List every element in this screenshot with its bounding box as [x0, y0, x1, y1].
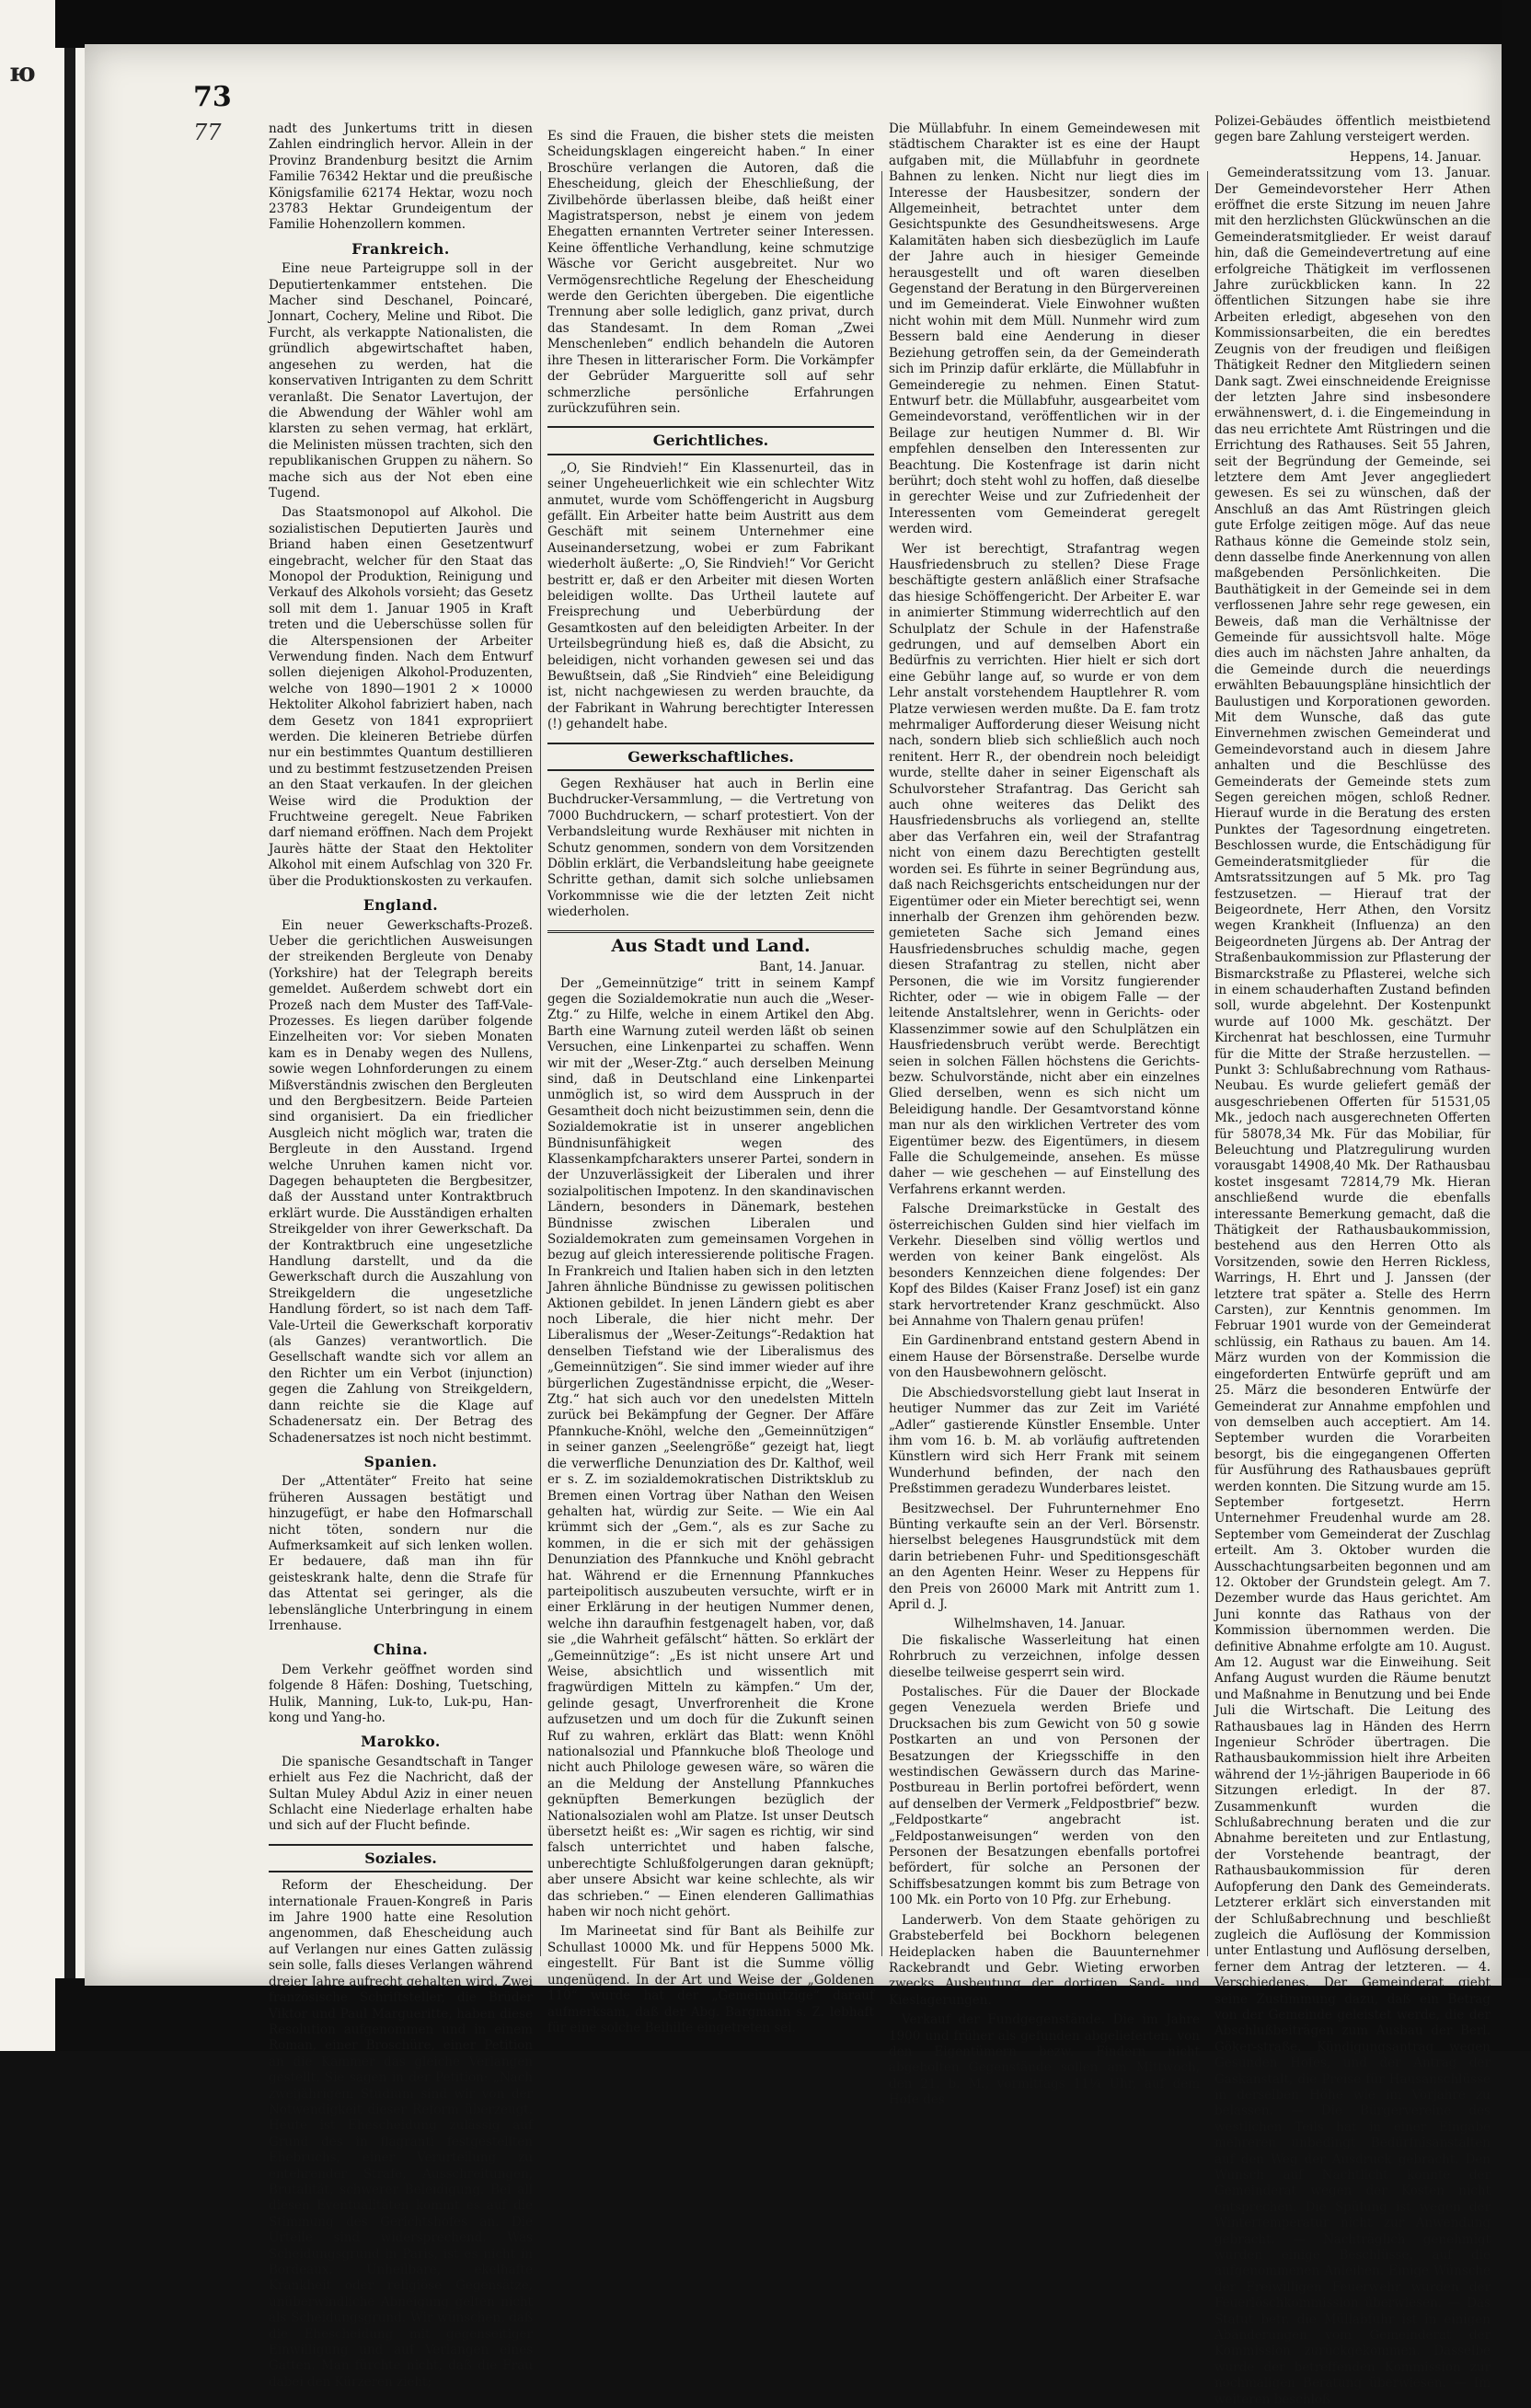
- scan-border-right: [1502, 0, 1531, 2051]
- page-number: 73: [193, 81, 232, 113]
- article-text: Der „Attentäter“ Freito hat seine früheren Aussagen bestätigt und hinzugefügt, er habe den Hofmarschall nicht töten, sondern nur die Aufmerksamkeit auf sich lenken wollen. Er bedauere, daß man ihn für geisteskrank halte, denn die Strafe für das Attentat sei geringer, als die lebenslängliche Unterbringung in einem Irrenhause.: [269, 1474, 533, 1633]
- section-heading-morocco: Marokko.: [361, 1733, 441, 1751]
- article-text: Gemeinderatssitzung vom 13. Januar. Der Gemeindevorsteher Herr Athen eröffnet die erste Sitzung im neuen Jahre mit den herzlichsten Glückwünschen an die Gemeinderatsmitglieder. Er weist darauf hin, daß die Gemeindevertretung auf eine erfolgreiche Thätigkeit im verflossenen Jahre zurückblicken kann. In 22 öffentlichen Sitzungen habe sie ihre Arbeiten erledigt, abgesehen von den Kommissionsarbeiten, die ein beredtes Zeugnis von der freudigen und fleißigen Thätigkeit Redner den Mitgliedern seinen Dank sagt. Zwei einschneidende Ereignisse der letzten Jahre sind insbesondere erwähnenswert, d. i. die Eingemeindung in das neu errichtete Amt Rüstringen und die Errichtung des Rathauses. Seit 55 Jahren, seit der Begründung der Gemeinde, sei letztere dem Amt Jever angegliedert gewesen. Es sei zu wünschen, daß der Anschluß an das Amt Rüstringen gleich gute Erfolge zeitigen möge. Auf das neue Rathaus könne die Gemeinde stolz sein, denn dasselbe finde Anerkennung von allen maßgebenden Persönlichkeiten. Die Bauthätigkeit in der Gemeinde sei in dem verflossenen Jahre sehr rege gewesen, ein Beweis, daß man die Verhältnisse der Gemeinde für aussichtsvoll halte. Möge dies auch im nächsten Jahre anhalten, da die Gemeinde durch die neuerdings erwählten Bebauungspläne hinsichtlich der Baulustigen und Korporationen geworden. Mit dem Wunsche, daß das gute Einvernehmen zwischen Gemeinderat und Gemeindevorstand auch in diesem Jahre anhalten und die Beschlüsse des Gemeinderats der Gemeinde stets zum Segen gereichen mögen, schloß Redner. Hierauf wurde in die Beratung des ersten Punktes der Tagesordnung eingetreten. Beschlossen wurde, die Entschädigung für Gemeinderatsmitglieder für die Amtsratssitzungen auf 5 Mk. pro Tag festzusetzen. — Hierauf trat der Beigeordnete, Herr Athen, den Vorsitz wegen Krankheit (Influenza) an den Beigeordneten Jürgens ab. Der Antrag der Straßenbaukommission zur Pflasterung der Bismarckstraße zu Pflasterei, welche sich in einem schauderhaften Zustand befinden soll, wurde abgelehnt. Der Kostenpunkt wurde auf 1000 Mk. geschätzt. Der Kirchenrat hat beschlossen, eine Turmuhr für die Mitte der Straße herzustellen. — Punkt 3: Schlußabrechnung vom Rathaus-Neubau. Es wurde geliefert gemäß der ausgeschriebenen Offerten für 51531,05 Mk., jedoch nach ausgerechneten Offerten für 58078,34 Mk. Für das Mobiliar, für Beleuchtung und Platzregulirung wurden vorausgabt 14908,40 Mk. Der Rathausbau kostet insgesamt 72814,79 Mk. Hieran anschließend wurde die ebenfalls interessante Bemerkung gemacht, daß die Thätigkeit der Rathausbaukommission, bestehend aus den Herren Otto als Vorsitzenden, sowie den Herren Rickless, Warrings, H. Ehrt und J. Janssen (der letztere trat später a. Stelle des Herrn Carsten), zur Kenntnis genommen. Im Februar 1901 wurde von der Gemeinderat schlüssig, ein Rathaus zu bauen. Am 14. März wurden von der Kommission die eingeforderten Entwürfe geprüft und am 25. März die besonderen Entwürfe der Gemeinderat zur Annahme empfohlen und von demselben auch acceptiert. Am 14. September wurden die Vorarbeiten besorgt, bis die eingegangenen Offerten für Ausführung des Rathausbaues geprüft werden konnten. Die Sitzung wurde am 15. September fortgesetzt. Herrn Unternehmer Freudenhal wurde am 28. September vom Gemeinderat der Zuschlag erteilt. Am 3. Oktober wurden die Ausschachtungsarbeiten begonnen und am 12. Oktober der Grundstein gelegt. Am 7. Dezember wurde das Haus gerichtet. Am Juni konnte das Rathaus von der Kommission übernommen werden. Die definitive Abnahme erfolgte am 10. August. Am 12. August war die Einweihung. Seit Anfang August wurden die Räume benutzt und Maßnahme in Benutzung und bei Ende Juli die Wirtschaft. Die Leitung des Rathausbaues lag in Händen des Herrn Ingenieur Schröder übertragen. Die Rathausbaukommission hielt ihre Arbeiten während der 1½-jährigen Bauperiode in 66 Sitzungen erledigt. In der 87. Zusammenkunft wurden die Schlußabrechnung beraten und die zur Abnahme bereiteten und zur Entlastung, der Vorstehende beantragt, der Rathausbaukommission für deren Aufopferung den Dank des Gemeinderats. Letzterer erklärt sich einverstanden mit der Schlußabrechnung und beschließt zugleich die Auflösung der Kommission unter Entlastung und Auflösung derselben, ferner dem Antrag der letzteren. — 4. Verschiedenes. Der Gemeinderat giebt seine Zustimmung dazu, daß ein Betrag von der Gemeinde geleistet werde, die der Abschlußbeiträgen zum Ausbau der Berl. Göker-straße. Kündigungsantrag wegen Gesunden Hofes, und der Antrag der Gaskanstalt, die Preise für Hausanschlüsse in derselben Höhe wie im Vorjahre zu belassen. — Die Bürgervereine des westlichen Teils hat in einer Eingabe mehreren unbedingt Bedürfnisanstalten auf den Weg der Ausdruck gebracht. Den Wunsch auf Nachtlicht konnte der Gemeinderat wegen der Kosten nicht entsprechen. Die Spülung ist wegen der Wintertemperatur nicht zur Anwendung gebracht. — Nachträglich genehmigt wurden einige Beschlüsse, auf die aufgenommenen Anleihen. Einige Wünsche der Freiwilligen Feuerwehr wurden der Feuerlöschkommission überwiesen. — Das Statut betr. die Müllabfuhr ist in einigen Abänderungen vom Gemeinderat der Kommission zurückgekommen. Dasselbe wurde der betreffenden Kommission zur nochmaligen Beratung überwiesen. — Im weiteren beschloß: [1214, 166, 1491, 2407]
- article-text: Die fiskalische Wasserleitung hat einen Rohrbruch zu verzeichnen, infolge dessen dieselbe teilweise gesperrt sein wird.: [889, 1632, 1200, 1680]
- article-text: nadt des Junkertums tritt in diesen Zahlen eindringlich hervor. Allein in der Provinz Brandenburg besitzt die Arnim Familie 76342 Hektar und die preußische Königsfamilie 62174 Hektar, wozu noch 23783 Hektar Grundeigentum der Familie Hohenzollern kommen.: [269, 121, 533, 233]
- book-binding-edge: [64, 37, 75, 2051]
- article-text: Falsche Dreimarkstücke in Gestalt des österreichischen Gulden sind hier vielfach im Verkehr. Dieselben sind völlig wertlos und werden von keiner Bank eingelöst. Als besonders Kennzeichen diene folgendes: Der Kopf des Bildes (Kaiser Franz Josef) ist ein ganz stark hervortretender Kranz geschmückt. Also bei Annahme von Thalern genau prüfen!: [889, 1202, 1200, 1330]
- dateline: Wilhelmshaven, 14. Januar.: [953, 1617, 1126, 1632]
- section-heading-social: Soziales.: [269, 1844, 533, 1872]
- article-text: Ein Gardinenbrand entstand gestern Abend in einem Hause der Börsenstraße. Derselbe wurde von den Hausbewohnern gelöscht.: [889, 1333, 1200, 1381]
- dateline: Heppens, 14. Januar.: [1349, 149, 1481, 165]
- handwritten-number: 77: [193, 120, 222, 145]
- article-text: Polizei-Gebäudes öffentlich meistbietend gegen bare Zahlung versteigert werden.: [1214, 114, 1491, 145]
- article-text: Der „Gemeinnützige“ tritt in seinem Kampf gegen die Sozialdemokratie nun auch die „Weser-Ztg.“ zu Hilfe, welche in einem Artikel den Abg. Barth eine Warnung zuteil werden läßt ob seinen Versuchen, eine Linkenpartei zu schaffen. Wenn wir mit der „Weser-Ztg.“ auch derselben Meinung sind, daß in Deutschland eine Linkenpartei unmöglich ist, so wird dem Ausspruch in der Gesamtheit doch nicht beizustimmen sein, denn die Sozialdemokratie ist in unserer angeblichen Bündnisunfähigkeit wegen des Klassenkampfcharakters unserer Partei, sondern in der Unzuverlässigkeit der Liberalen und ihrer sozialpolitischen Impotenz. In den skandinavischen Ländern, besonders in Dänemark, bestehen Bündnisse zwischen Liberalen und Sozialdemokraten zum gemeinsamen Vorgehen in bezug auf gleich interessierende politische Fragen. In Frankreich und Italien haben sich in den letzten Jahren ähnliche Bündnisse zu gewissen politischen Aktionen gebildet. In jenen Ländern giebt es aber noch Liberale, die hier nicht mehr. Der Liberalismus der „Weser-Zeitungs“-Redaktion hat denselben Tiefstand wie der Liberalismus des „Gemeinnützigen“. Sie sind immer wieder auf ihre bürgerlichen Zugeständnisse erpicht, die „Weser-Ztg.“ hat sich auch vor den unedelsten Mitteln zurück bei Bekämpfung der Gegner. Der Affäre Pfannkuche-Knöhl, welche den „Gemeinnützigen“ in seiner ganzen „Seelengröße“ gezeigt hat, liegt die verwerfliche Denunziation des Dr. Kalthof, weil er s. Z. im sozialdemokratischen Distriktsklub zu Bremen einen Vortrag über Nathan den Weisen gehalten hat, würdig zur Seite. — Wie ein Aal krümmt sich der „Gem.“, als es zur Sache zu kommen, in die er sich mit der gehässigen Denunziation des Pfannkuche und Knöhl gebracht hat. Während er die Ernennung Pfannkuches parteipolitisch auszubeuten versuchte, wirft er in einer Erklärung in der heutigen Nummer denen, welche ihn daraufhin festgenagelt haben, vor, daß sie „die Wahrheit gefälscht“ hätten. So erklärt der „Gemeinnützige“: „Es ist nicht unsere Art und Weise, absichtlich und wissentlich mit fragwürdigen Mitteln zu kämpfen.“ Um der, gelinde gesagt, Unverfrorenheit die Krone aufzusetzen und um doch für die Zukunft seinen Ruf zu wahren, erklärt das Blatt: wenn Knöhl nationalsozial und Pfannkuche bloß Theologe und nicht auch Philologe gewesen wäre, so wären die an die Meldung der Anstellung Pfannkuches geknüpften Bemerkungen bezüglich der Nationalsozialen wohl am Platze. Ist unser Deutsch übersetzt heißt es: „Wir sagen es richtig, wir sind falsch unterrichtet und haben falsche, unberechtigte Schlußfolgerungen daran geknüpft; aber unsere Absicht war keine schlechte, als wir das schrieben.“ — Einen elenderen Gallimathias haben wir noch nicht gehört.: [547, 975, 874, 1920]
- column-divider: [540, 171, 541, 1956]
- column-2: [547, 129, 874, 2035]
- article-text: Ein neuer Gewerkschafts-Prozeß. Ueber die gerichtlichen Ausweisungen der streikenden Bergleute von Denaby (Yorkshire) hat der Telegraph bereits gemeldet. Außerdem schwebt dort ein Prozeß nach dem Muster des Taff-Vale-Prozesses. Es liegen darüber folgende Einzelheiten vor: Vor sieben Monaten kam es in Denaby wegen des Nullens, sowie wegen Lohnforderungen zu einem Mißverständnis zwischen den Bergleuten und den Bergbesitzern. Beide Parteien sind organisiert. Da ein friedlicher Ausgleich nicht möglich war, traten die Bergleute in den Ausstand. Irgend welche Unruhen kamen nicht vor. Dagegen behaupteten die Bergbesitzer, daß der Ausstand unter Kontraktbruch erklärt wurde. Die Ausständigen erhalten Streikgelder von ihrer Gewerkschaft. Da der Kontraktbruch eine ungesetzliche Handlung darstellt, und da die Gewerkschaft durch die Auszahlung von Streikgeldern die ungesetzliche Handlung fördert, so ist nach dem Taff-Vale-Urteil die Gewerkschaft korporativ (als Ganzes) verantwortlich. Die Gesellschaft wandte sich vor allem an den Richter um ein Verbot (injunction) gegen die Zahlung von Streikgeldern, dann reichte sie die Klage auf Schadenersatz ein. Der Betrag des Schadenersatzes ist noch nicht bestimmt.: [269, 917, 533, 1446]
- article-text: Wer ist berechtigt, Strafantrag wegen Hausfriedensbruch zu stellen? Diese Frage beschäftigte gestern anläßlich einer Strafsache das hiesige Schöffengericht. Der Arbeiter E. war in animierter Stimmung widerrechtlich auf den Schulplatz der Schule in der Hafenstraße gedrungen, und auf demselben Abort ein Bedürfnis zu verrichten. Hier hielt er sich dort eine Gebühr lange auf, so wurde er von dem Lehr anstalt vorstehendem Hauptlehrer R. vom Platze verwiesen werden mußte. Da E. fam trotz mehrmaliger Aufforderung dieser Weisung nicht nach, sondern blieb sich schließlich auch noch renitent. Herr R., der obendrein noch beleidigt wurde, stellte daher in seiner Eigenschaft als Schulvorsteher Strafantrag. Das Gericht sah auch ohne weiteres das Delikt des Hausfriedensbruchs als vorliegend an, stellte aber das Verfahren ein, weil der Strafantrag nicht von einem dazu Berechtigten gestellt worden sei. Es führte in seiner Begründung aus, daß nach Reichsgerichts entscheidungen nur der Eigentümer oder ein Mieter berechtigt sei, wenn innerhalb der Grenzen ihm gehörenden bezw. gemieteten Sache sich Jemand eines Hausfriedensbruches schuldig mache, gegen diesen Strafantrag zu stellen, nicht aber Personen, die wie im Vorsitz fungierender Richter, oder — wie in obigem Falle — der leitende Anstaltslehrer, wenn in Gerichts- oder Klassenzimmer sowie auf den Schulplätzen ein Hausfriedensbruch verübt werde. Berechtigt seien in solchen Fällen höchstens die Gerichts- bezw. Schulvorstände, nicht aber ein einzelnes Glied derselben, wenn es sich nicht um Beleidigung handle. Der Gesamtvorstand könne man nur als den wirklichen Vertreter des vom Eigentümer bezw. des Eigentümers, in diesem Falle die Schulgemeinde, ansehen. Es müsse daher — wie geschehen — auf Einstellung des Verfahrens erkannt werden.: [889, 541, 1200, 1197]
- article-text: Die Müllabfuhr. In einem Gemeindewesen mit städtischem Charakter ist es eine der Haupt aufgaben mit, die Müllabfuhr in geordnete Bahnen zu lenken. Nicht nur liegt dies im Interesse der Hausbesitzer, sondern der Allgemeinheit, betrachtet unter dem Gesichtspunkte des Gesundheitswesens. Arge Kalamitäten haben sich diesbezüglich im Laufe der Jahre auch in hiesiger Gemeinde herausgestellt und oft waren dieselben Gegenstand der Beratung in den Bürgervereinen und im Gemeinderat. Viele Einwohner wußten nicht wohin mit dem Müll. Nunmehr wird zum Bessern bald eine Aenderung in dieser Beziehung getroffen sein, da der Gemeinderath sich im Prinzip dafür erklärte, die Müllabfuhr in Gemeinderegie zu nehmen. Einen Statut-Entwurf betr. die Müllabfuhr, ausgearbeitet vom Gemeindevorstand, veröffentlichen wir in der Beilage zur heutigen Nummer d. Bl. Wir empfehlen denselben den Interessenten zur Beachtung. Die Kostenfrage ist darin nicht berührt; doch steht wohl zu hoffen, daß dieselbe in gerechter Weise und zur Zufriedenheit der Interessenten vom Gemeinderat geregelt werden wird.: [889, 121, 1200, 537]
- article-text: „O, Sie Rindvieh!“ Ein Klassenurteil, das in seiner Ungeheuerlichkeit wie ein schlechter Witz anmutet, wurde vom Schöffengericht in Augsburg gefällt. Ein Arbeiter hatte beim Austritt aus dem Geschäft mit seinem Unternehmer eine Auseinandersetzung, wobei er zum Fabrikant wiederholt äußerte: „O, Sie Rindvieh!“ Vor Gericht bestritt er, daß er den Arbeiter mit diesen Worten beleidigen wollte. Das Urtheil lautete auf Freisprechung und Ueberbürdung der Gesamtkosten auf den beleidigten Arbeiter. In der Urteilsbegründung hieß es, daß die Absicht, zu beleidigen, nicht vorhanden gewesen sei und das Bewußtsein, daß „Sie Rindvieh“ eine Beleidigung ist, nicht nachgewiesen zu werden brauchte, da der Fabrikant in Wahrung berechtigter Interessen (!) gehandelt habe.: [547, 460, 874, 732]
- scan-border-top: [55, 0, 1531, 48]
- article-text: Landerwerb. Von dem Staate gehörigen zu Grabsteberfeld bei Bockhorn belegenen Heideplacken haben die Bauunternehmer Rackebrandt und Gebr. Wieting erworben zwecks Ausbeutung der dortigen Sand- und Kieslagerungen.: [889, 1912, 1200, 2008]
- column-1: [269, 121, 533, 2390]
- section-heading-england: England.: [363, 896, 439, 915]
- article-text: Postalisches. Für die Dauer der Blockade gegen Venezuela werden Briefe und Drucksachen bis zum Gewicht von 50 g sowie Postkarten an und von Personen der Besatzungen der Kriegsschiffe in den westindischen Gewässern durch das Marine-Postbureau in Berlin portofrei befördert, wenn auf denselben der Vermerk „Feldpostbrief“ bezw. „Feldpostkarte“ angebracht ist. „Feldpostanweisungen“ werden von den Personen der Besatzungen ebenfalls portofrei befördert, für solche an Personen der Schiffsbesatzungen kommt bis zum Betrage von 100 Mk. ein Porto von 10 Pfg. zur Erhebung.: [889, 1685, 1200, 1908]
- article-text: Verkauf der Fundgegenstände. Die im Jahre 1900 und früher als gefunden abgelieferten, von den Eigentümern bezw. Findern nicht abgeholten Gegenstände sollen am Mittwoch, den 21. b. M., vormittags 11¼ Uhr, auf dem Hofe des: [889, 2012, 1200, 2108]
- article-text: Im Marineetat sind für Bant als Beihilfe zur Schullast 10000 Mk. und für Heppens 5000 Mk. eingestellt. Für Bant ist die Summe völlig ungenügend. In der Art und Weise der „Goldenen 110“ wurde hat der „Gemeinnützige“ darauf aufmerksam, daß der Abg. Bargmann s. Z. lebhaft für eine solche Beihilfe eingetreten sei.: [547, 1924, 874, 2035]
- article-text: Es sind die Frauen, die bisher stets die meisten Scheidungsklagen eingereicht haben.“ In einer Broschüre verlangen die Autoren, daß die Ehescheidung, gleich der Eheschließung, der Zivilbehörde überlassen bleibe, daß heißt einer Magistratsperson, nebst je einem von jedem Ehegatten ernannten Vertreter seiner Interessen. Keine öffentliche Verhandlung, keine schmutzige Wäsche vor Gericht ausgebreitet. Nur wo Vermögensrechtliche Regelung der Ehescheidung werde den Gerichten übergeben. Die eigentliche Trennung aber solle lediglich, ganz privat, durch das Standesamt. In dem Roman „Zwei Menschenleben“ endlich behandeln die Autoren ihre Thesen in litterarischer Form. Die Vorkämpfer der Gebrüder Margueritte soll auf sehr schmerzliche persönliche Erfahrungen zurückzuführen sein.: [547, 129, 874, 416]
- article-text: Das Staatsmonopol auf Alkohol. Die sozialistischen Deputierten Jaurès und Briand haben einen Gesetzentwurf eingebracht, welcher für den Staat das Monopol der Produktion, Reinigung und Verkauf des Alkohols vorsieht; das Gesetz soll mit dem 1. Januar 1905 in Kraft treten und die Ueberschüsse sollen für die Alterspensionen der Arbeiter Verwendung finden. Nach dem Entwurf sollen diejenigen Alkohol-Produzenten, welche von 1890—1901 2 × 10000 Hektoliter Alkohol fabriziert haben, nach dem Gesetz von 1841 expropriiert werden. Die kleineren Betriebe dürfen nur ein bestimmtes Quantum destillieren und zu bestimmt festzusetzenden Preisen an den Staat verkaufen. In der gleichen Weise wird die Produktion der Fruchtweine geregelt. Neue Fabriken darf niemand eröffnen. Nach dem Projekt Jaurès hätte der Staat den Hektoliter Alkohol mit einem Aufschlag von 320 Fr. über die Produktionskosten zu verkaufen.: [269, 505, 533, 889]
- section-heading-city: Aus Stadt und Land.: [547, 930, 874, 954]
- article-text: Die Abschiedsvorstellung giebt laut Inserat in heutiger Nummer das zur Zeit im Variété „Adler“ gastierende Künstler Ensemble. Unter ihm vom 16. b. M. ab vorläufig auftretenden Künstlern wird sich Herr Frank mit seinem Wunderhund befinden, der nach den Preßstimmen geradezu Wunderbares leistet.: [889, 1385, 1200, 1497]
- column-divider: [1207, 171, 1208, 1956]
- column-3: [889, 121, 1200, 2108]
- section-heading-union: Gewerkschaftliches.: [547, 743, 874, 771]
- article-text: Besitzwechsel. Der Fuhrunternehmer Eno Bünting verkaufte sein an der Verl. Börsenstr. hierselbst belegenes Hausgrundstück mit dem darin betriebenen Fuhr- und Speditionsgeschäft an den Agenten Heinr. Weser zu Heppens für den Preis von 26000 Mark mit Antritt zum 1. April d. J.: [889, 1501, 1200, 1612]
- section-heading-china: China.: [373, 1641, 429, 1659]
- section-heading-spain: Spanien.: [363, 1452, 438, 1470]
- article-text: Die spanische Gesandtschaft in Tanger erhielt aus Fez die Nachricht, daß der Sultan Muley Abdul Aziz in einer neuen Schlacht eine Niederlage erhalten habe und sich auf der Flucht befinde.: [269, 1754, 533, 1834]
- section-heading-court: Gerichtliches.: [547, 426, 874, 455]
- margin-marks: ю: [9, 57, 36, 87]
- article-text: Dem Verkehr geöffnet worden sind folgende 8 Häfen: Doshing, Tuetsching, Hulik, Manning, Luk-to, Luk-pu, Han-kong und Yang-ho.: [269, 1662, 533, 1725]
- column-divider: [881, 171, 882, 1956]
- article-text: Reform der Ehescheidung. Der internationale Frauen-Kongreß in Paris im Jahre 1900 hatte eine Resolution angenommen, daß Ehescheidung auch auf Verlangen nur eines Gatten zulässig sein solle, falls dieses Verlangen während dreier Jahre aufrecht gehalten wird. Zwei französische Schriftsteller, die Brüder Viktor und Paul Margueritte, haben diese Resolution aufgenommen und in einem Roman, einer Broschüre, einer Petition an die Kammer das gleiche Verlangen gestellt. Sie sagen in der Petition: „Nach zweijährigem Studium sind wir von der Notwendigkeit dieser Reform überzeugt. Heute ist Ehescheidung zulässig auf Grund des in flagranti festgestellten Ehebruchs, einer Verurteilung zu entehrender Strafe, Ausschreitungen, Brutalität, schwerer Beleidigung. Bei all diesen Eventualitäten kommt es auf die Stimmung des Gerichtshofes an. Die Urteile sind widersprechend. Was Scheidungsgrund in Paris, ist es nicht in Bordeaux. Unheilbare, ekelhafte Krankheit oder religiöse Gegensätze, unüberwindliche Abneigung gelten nicht als Scheidungsgrund. Wir wünschen, daß die Ehescheidung mit gegenseitiger Einwilligung und auf Verlangen eines Gatten. Man fürchte nicht, daß die Frau dabei den Kürzeren zieht;: [269, 1878, 533, 2390]
- dateline: Bant, 14. Januar.: [759, 960, 865, 975]
- section-heading-france: Frankreich.: [351, 239, 450, 258]
- newspaper-page: [85, 44, 1502, 2407]
- article-text: Eine neue Parteigruppe soll in der Deputiertenkammer entstehen. Die Macher sind Deschanel, Poincaré, Jonnart, Cochery, Meline und Ribot. Die Furcht, als verkappte Nationalisten, die gründlich abgewirtschaftet haben, angesehen zu werden, hat die konservativen Intriganten zu dem Schritt veranlaßt. Die Senator Lavertujon, der die Abwendung der Wähler wohl am klarsten zu sehen vermag, hat erklärt, die Melinisten müssen trachten, sich den republikanischen Gruppen zu nähern. So mache sich aus der Not eben eine Tugend.: [269, 261, 533, 501]
- article-text: Gegen Rexhäuser hat auch in Berlin eine Buchdrucker-Versammlung, — die Vertretung von 7000 Buchdruckern, — scharf protestiert. Von der Verbandsleitung wurde Rexhäuser mit nichten in Schutz genommen, sondern von dem Vorsitzenden Döblin erklärt, die Verbandsleitung habe geeignete Schritte gethan, damit sich solche unliebsamen Vorkommnisse wie die der letzten Zeit nicht wiederholen.: [547, 777, 874, 920]
- column-4: [1214, 114, 1491, 2407]
